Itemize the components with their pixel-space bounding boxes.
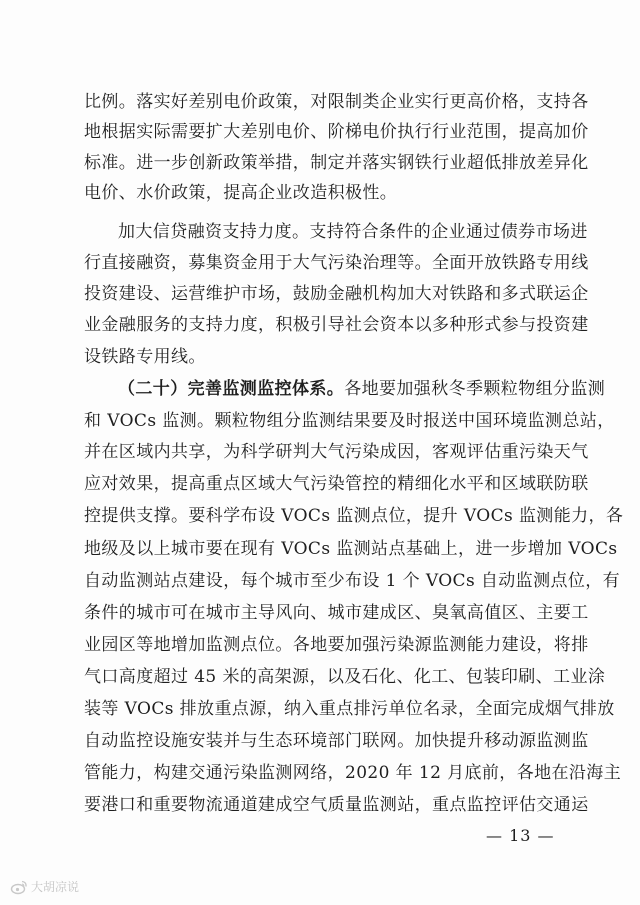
body-line: 行直接融资，募集资金用于大气污染治理等。全面开放铁路专用线 (84, 253, 589, 273)
body-line: 投资建设、运营维护市场，鼓励金融机构加大对铁路和多式联运企 (84, 284, 589, 304)
section-heading: （二十）完善监测监控体系。 (118, 379, 345, 399)
body-line: 和 VOCs 监测。颗粒物组分监测结果要及时报送中国环境监测总站， (84, 411, 615, 431)
section-line-text: 各地要加强秋冬季颗粒物组分监测 (344, 379, 606, 399)
body-line: 条件的城市可在城市主导风向、城市建成区、臭氧高值区、主要工 (84, 603, 589, 623)
body-line: 并在区域内共享，为科学研判大气污染成因，客观评估重污染天气 (84, 442, 589, 462)
watermark-text: 大胡凉说 (31, 880, 80, 894)
body-line: 自动监测站点建设，每个城市至少布设 1 个 VOCs 自动监测点位，有 (84, 571, 621, 591)
weibo-logo-icon (10, 879, 28, 895)
body-line: 地级及以上城市要在现有 VOCs 监测站点基础上，进一步增加 VOCs (84, 539, 618, 559)
body-line: 管能力，构建交通污染监测网络，2020 年 12 月底前，各地在沿海主 (84, 763, 622, 783)
body-line: 标准。进一步创新政策举措，制定并落实钢铁行业超低排放差异化 (84, 153, 589, 173)
body-line: 装等 VOCs 排放重点源，纳入重点排污单位名录，全面完成烟气排放 (84, 699, 615, 719)
body-line: 气口高度超过 45 米的高架源，以及石化、化工、包装印刷、工业涂 (84, 667, 606, 687)
body-line: 地根据实际需要扩大差别电价、阶梯电价执行行业范围，提高加价 (84, 122, 589, 142)
body-line: 应对效果，提高重点区域大气污染管控的精细化水平和区域联防联 (84, 474, 589, 494)
watermark (10, 878, 79, 896)
body-line: 比例。落实好差别电价政策，对限制类企业实行更高价格，支持各 (84, 92, 589, 112)
body-line: 加大信贷融资支持力度。支持符合条件的企业通过债券市场进 (118, 222, 588, 242)
body-line: 业园区等地增加监测点位。各地要加强污染源监测能力建设，将排 (84, 635, 589, 655)
body-line: 控提供支撑。要科学布设 VOCs 监测点位，提升 VOCs 监测能力，各 (84, 506, 624, 526)
section-paragraph-first-line (118, 377, 606, 401)
body-line: 电价、水价政策，提高企业改造积极性。 (84, 183, 398, 203)
body-line: 设铁路专用线。 (84, 347, 206, 367)
body-line: 自动监控设施安装并与生态环境部门联网。加快提升移动源监测监 (84, 731, 589, 751)
body-line: 业金融服务的支持力度，积极引导社会资本以多种形式参与投资建 (84, 315, 589, 335)
page-number: — 13 — (486, 826, 555, 845)
body-line: 要港口和重要物流通道建成空气质量监测站，重点监控评估交通运 (84, 795, 589, 815)
